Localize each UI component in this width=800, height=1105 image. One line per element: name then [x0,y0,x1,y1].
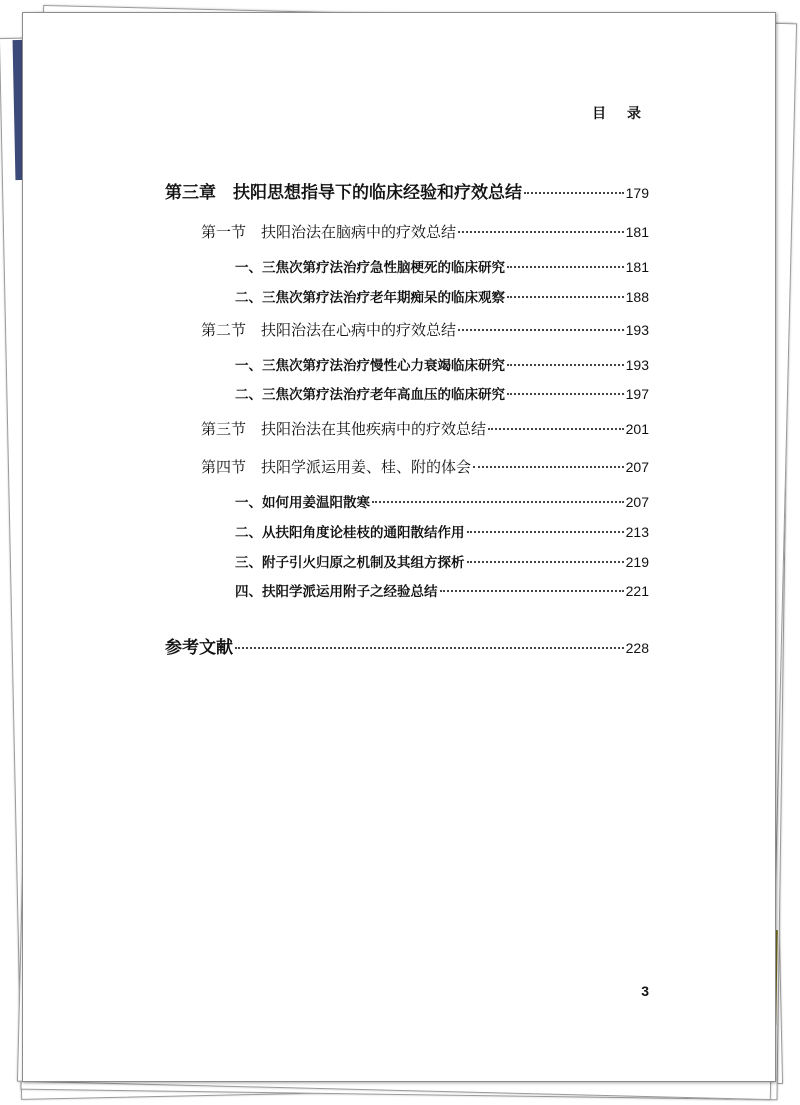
toc-entry-title: 第三节 扶阳治法在其他疾病中的疗效总结 [201,420,487,438]
toc-entry-title: 二、从扶阳角度论桂枝的通阳散结作用 [235,525,465,541]
document-page [22,12,776,1082]
toc-section-entry[interactable] [201,418,649,439]
toc-entry-page: 219 [625,554,649,570]
toc-entry-title: 二、三焦次第疗法治疗老年高血压的临床研究 [235,387,505,403]
toc-entry-title: 二、三焦次第疗法治疗老年期痴呆的临床观察 [235,290,505,306]
running-header: 目 录 [592,106,649,122]
toc-leader-dots [507,393,624,395]
toc-entry-title: 第三章 扶阳思想指导下的临床经验和疗效总结 [165,183,522,203]
toc-entry-page: 207 [625,459,649,475]
toc-subsection-entry[interactable] [235,580,649,600]
toc-subsection-entry[interactable] [235,354,649,374]
toc-entry-page: 193 [625,357,649,373]
toc-entry-title: 四、扶阳学派运用附子之经验总结 [235,584,438,600]
toc-subsection-entry[interactable] [235,491,649,511]
toc-entry-title: 第一节 扶阳治法在脑病中的疗效总结 [201,223,457,241]
toc-entry-page: 228 [625,640,649,656]
toc-section-entry[interactable] [201,319,649,340]
toc-entry-title: 三、附子引火归原之机制及其组方探析 [235,555,465,571]
toc-entry-page: 193 [625,322,649,338]
toc-entry-page: 213 [625,524,649,540]
toc-entry-page: 188 [625,289,649,305]
toc-entry-title: 一、三焦次第疗法治疗慢性心力衰竭临床研究 [235,358,505,374]
toc-leader-dots [488,428,624,430]
toc-entry-page: 179 [625,185,649,201]
toc-leader-dots [458,231,624,233]
toc-leader-dots [507,364,624,366]
page-number: 3 [641,983,649,999]
toc-leader-dots [467,561,624,563]
toc-entry-title: 一、三焦次第疗法治疗急性脑梗死的临床研究 [235,260,505,276]
toc-leader-dots [524,192,624,194]
toc-section-entry[interactable] [201,221,649,242]
toc-leader-dots [467,531,624,533]
toc-entry-page: 207 [625,494,649,510]
toc-entry-page: 181 [625,259,649,275]
toc-entry-page: 221 [625,583,649,599]
toc-entry-title: 参考文献 [165,638,233,658]
toc-entry-page: 181 [625,224,649,240]
toc-leader-dots [372,501,624,503]
toc-leader-dots [458,329,624,331]
toc-leader-dots [507,266,624,268]
toc-subsection-entry[interactable] [235,256,649,276]
toc-chapter-entry[interactable] [165,178,649,203]
toc-section-entry[interactable] [201,456,649,477]
toc-leader-dots [440,590,624,592]
toc-entry-page: 201 [625,421,649,437]
toc-subsection-entry[interactable] [235,383,649,403]
toc-entry-title: 一、如何用姜温阳散寒 [235,495,370,511]
toc-entry-page: 197 [625,386,649,402]
toc-leader-dots [473,466,624,468]
toc-leader-dots [235,647,624,649]
toc-subsection-entry[interactable] [235,286,649,306]
toc-entry-title: 第二节 扶阳治法在心病中的疗效总结 [201,321,457,339]
toc-subsection-entry[interactable] [235,551,649,571]
toc-chapter-entry[interactable] [165,633,649,658]
toc-leader-dots [507,296,624,298]
toc-entry-title: 第四节 扶阳学派运用姜、桂、附的体会 [201,458,472,476]
toc-subsection-entry[interactable] [235,521,649,541]
